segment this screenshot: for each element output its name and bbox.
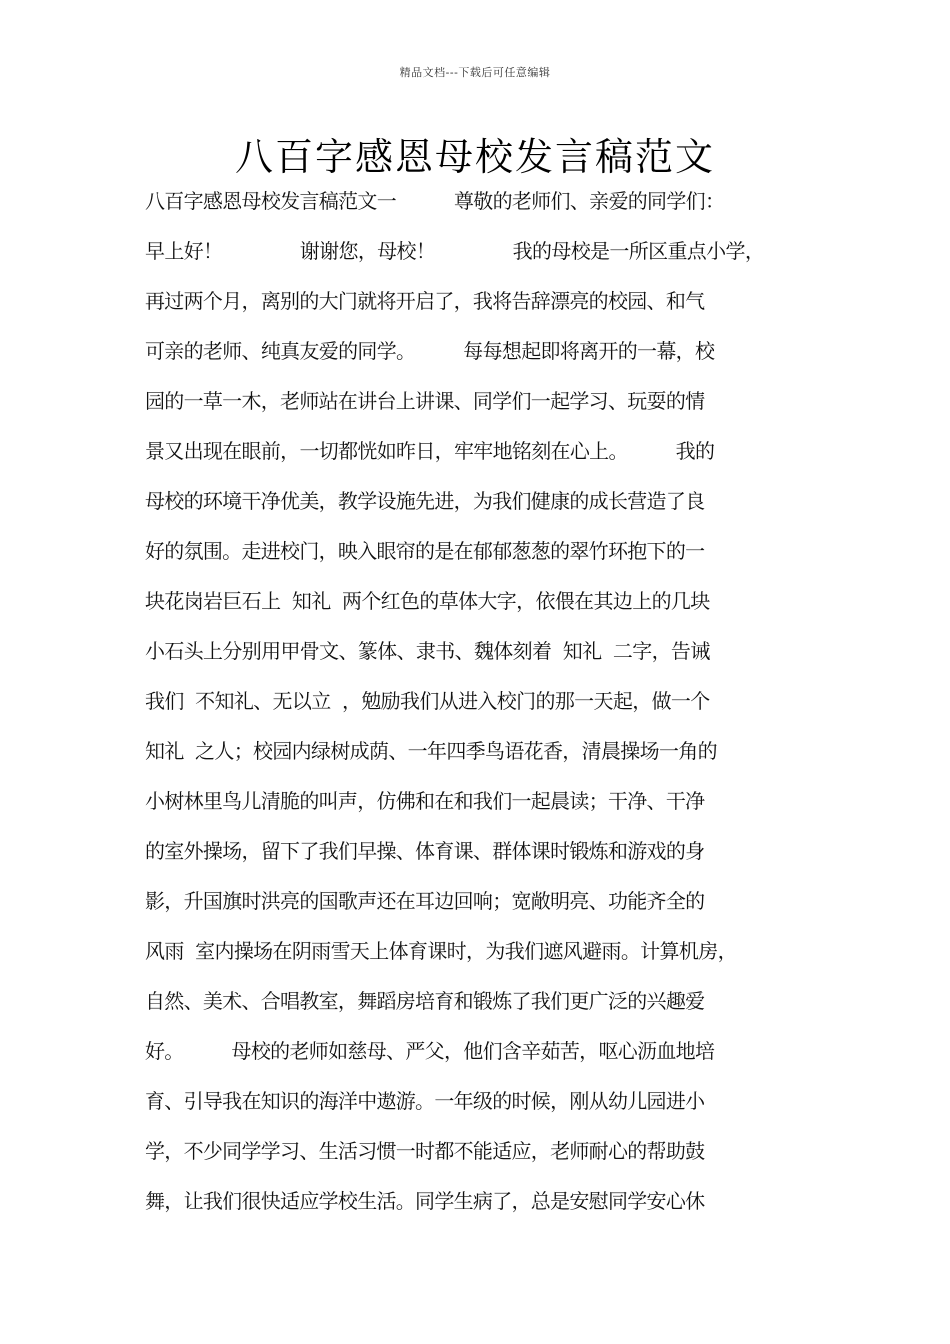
- body-text-line: 小树林里鸟儿清脆的叫声，仿佛和在和我们一起晨读；干净、干净: [145, 789, 705, 813]
- header-note: 精品文档---下载后可任意编辑: [399, 66, 551, 79]
- body-text-line: 块花岗岩巨石上 知礼 两个红色的草体大字，依偎在其边上的几块: [145, 589, 710, 613]
- body-text-line: 学，不少同学学习、生活习惯一时都不能适应，老师耐心的帮助鼓: [145, 1139, 705, 1163]
- body-text-line: 自然、美术、合唱教室，舞蹈房培育和锻炼了我们更广泛的兴趣爱: [145, 989, 705, 1013]
- body-text-line: 母校的环境干净优美，教学设施先进，为我们健康的成长营造了良: [145, 489, 705, 513]
- body-text-line: 八百字感恩母校发言稿范文一 尊敬的老师们、亲爱的同学们：: [145, 189, 725, 213]
- body-text-line: 的室外操场，留下了我们早操、体育课、群体课时锻炼和游戏的身: [145, 839, 705, 863]
- body-text-line: 景又出现在眼前，一切都恍如昨日，牢牢地铭刻在心上。 我的: [145, 439, 715, 463]
- body-text-line: 园的一草一木，老师站在讲台上讲课、同学们一起学习、玩耍的情: [145, 389, 705, 413]
- body-text-line: 风雨 室内操场在阴雨雪天上体育课时，为我们遮风避雨。计算机房，: [145, 939, 737, 963]
- body-text-line: 我们 不知礼、无以立 ，勉励我们从进入校门的那一天起，做一个: [145, 689, 710, 713]
- body-text-line: 小石头上分别用甲骨文、篆体、隶书、魏体刻着 知礼 二字，告诫: [145, 639, 710, 663]
- body-text-line: 好。 母校的老师如慈母、严父，他们含辛茹苦，呕心沥血地培: [145, 1039, 715, 1063]
- body-text-line: 舞，让我们很快适应学校生活。同学生病了，总是安慰同学安心休: [145, 1189, 705, 1213]
- body-text-line: 知礼 之人；校园内绿树成荫、一年四季鸟语花香，清晨操场一角的: [145, 739, 717, 763]
- body-text-line: 影，升国旗时洪亮的国歌声还在耳边回响；宽敞明亮、功能齐全的: [145, 889, 705, 913]
- document-title: 八百字感恩母校发言稿范文: [234, 135, 715, 179]
- body-text-line: 育、引导我在知识的海洋中遨游。一年级的时候，刚从幼儿园进小: [145, 1089, 705, 1113]
- body-text-line: 可亲的老师、纯真友爱的同学。 每每想起即将离开的一幕，校: [145, 339, 715, 363]
- body-text-line: 好的氛围。走进校门，映入眼帘的是在郁郁葱葱的翠竹环抱下的一: [145, 539, 705, 563]
- document-body: [145, 182, 825, 1232]
- body-text-line: 早上好！ 谢谢您，母校！ 我的母校是一所区重点小学，: [145, 239, 765, 263]
- body-text-line: 再过两个月，离别的大门就将开启了，我将告辞漂亮的校园、和气: [145, 289, 705, 313]
